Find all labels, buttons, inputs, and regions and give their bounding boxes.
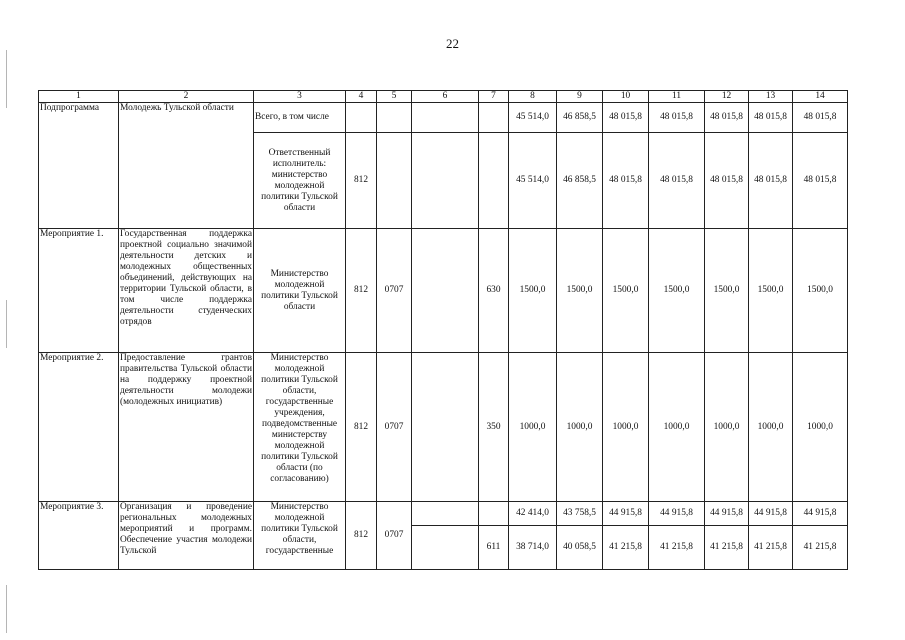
value-cell: 45 514,0 [509, 103, 557, 133]
row-name-cell: Организация и проведение региональных молодежных мероприятий и программ. Обеспечение участия молодежи Тульской [119, 502, 254, 570]
total-label-cell: Всего, в том числе [254, 103, 346, 133]
value-cell: 41 215,8 [705, 526, 749, 570]
value-cell: 42 414,0 [509, 502, 557, 526]
header-cell: 5 [377, 91, 412, 103]
value-cell: 1500,0 [557, 229, 603, 353]
rzpr-code-cell: 0707 [377, 502, 412, 570]
value-cell: 48 015,8 [603, 133, 649, 229]
header-cell: 3 [254, 91, 346, 103]
value-cell: 44 915,8 [603, 502, 649, 526]
m1-row [39, 229, 848, 353]
value-cell: 45 514,0 [509, 133, 557, 229]
budget-table [38, 90, 848, 570]
row-type-cell: Мероприятие 1. [39, 229, 119, 353]
row-name-cell: Предоставление грантов правительства Тульской области на поддержку проектной деятельности молодежи (молодежных инициатив) [119, 353, 254, 502]
row-name-cell: Государственная поддержка проектной социально значимой деятельности детских и молодежных общественных объединений, действующих на территории Тульской области, в том числе поддержка деятельности студенческих отрядов [119, 229, 254, 353]
value-cell: 40 058,5 [557, 526, 603, 570]
value-cell: 41 215,8 [749, 526, 793, 570]
vr-code-cell: 611 [479, 526, 509, 570]
value-cell: 1000,0 [509, 353, 557, 502]
value-cell: 48 015,8 [793, 133, 848, 229]
value-cell: 46 858,5 [557, 133, 603, 229]
value-cell: 1000,0 [603, 353, 649, 502]
executor-cell: Министерство молодежной политики Тульской области, государственные [254, 502, 346, 570]
value-cell: 48 015,8 [705, 133, 749, 229]
value-cell: 44 915,8 [705, 502, 749, 526]
value-cell: 1500,0 [793, 229, 848, 353]
grbs-code-cell: 812 [346, 133, 377, 229]
row-type-cell: Мероприятие 2. [39, 353, 119, 502]
rzpr-code-cell: 0707 [377, 229, 412, 353]
header-cell: 12 [705, 91, 749, 103]
value-cell: 41 215,8 [603, 526, 649, 570]
header-cell: 11 [649, 91, 705, 103]
m3-row-1 [39, 502, 848, 526]
executor-cell: Министерство молодежной политики Тульской области [254, 229, 346, 353]
binding-mark-top [6, 50, 7, 108]
podprogramma-total-row [39, 103, 848, 133]
binding-mark-mid [6, 300, 7, 348]
header-cell: 14 [793, 91, 848, 103]
header-cell: 7 [479, 91, 509, 103]
value-cell: 48 015,8 [793, 103, 848, 133]
header-cell: 13 [749, 91, 793, 103]
value-cell: 48 015,8 [603, 103, 649, 133]
grbs-code-cell: 812 [346, 353, 377, 502]
value-cell: 1500,0 [649, 229, 705, 353]
value-cell: 1500,0 [749, 229, 793, 353]
header-cell: 6 [412, 91, 479, 103]
value-cell: 1500,0 [705, 229, 749, 353]
header-cell: 2 [119, 91, 254, 103]
value-cell: 44 915,8 [793, 502, 848, 526]
header-row [39, 91, 848, 103]
header-cell: 4 [346, 91, 377, 103]
value-cell: 43 758,5 [557, 502, 603, 526]
value-cell: 48 015,8 [649, 103, 705, 133]
value-cell: 48 015,8 [705, 103, 749, 133]
header-cell: 1 [39, 91, 119, 103]
value-cell: 1500,0 [509, 229, 557, 353]
m2-row [39, 353, 848, 502]
row-type-cell: Мероприятие 3. [39, 502, 119, 570]
vr-code-cell: 350 [479, 353, 509, 502]
value-cell: 38 714,0 [509, 526, 557, 570]
value-cell: 1500,0 [603, 229, 649, 353]
header-cell: 9 [557, 91, 603, 103]
value-cell: 48 015,8 [749, 103, 793, 133]
value-cell: 1000,0 [557, 353, 603, 502]
vr-code-cell: 630 [479, 229, 509, 353]
binding-mark-bottom [6, 585, 7, 633]
value-cell: 1000,0 [793, 353, 848, 502]
value-cell: 48 015,8 [649, 133, 705, 229]
rzpr-code-cell: 0707 [377, 353, 412, 502]
value-cell: 1000,0 [705, 353, 749, 502]
value-cell: 44 915,8 [749, 502, 793, 526]
row-name-cell: Молодежь Тульской области [119, 103, 254, 229]
row-type-cell: Подпрограмма [39, 103, 119, 229]
header-cell: 8 [509, 91, 557, 103]
value-cell: 1000,0 [749, 353, 793, 502]
grbs-code-cell: 812 [346, 229, 377, 353]
page-number: 22 [446, 36, 459, 51]
value-cell: 46 858,5 [557, 103, 603, 133]
value-cell: 44 915,8 [649, 502, 705, 526]
header-cell: 10 [603, 91, 649, 103]
grbs-code-cell: 812 [346, 502, 377, 570]
value-cell: 41 215,8 [793, 526, 848, 570]
value-cell: 48 015,8 [749, 133, 793, 229]
executor-cell: Министерство молодежной политики Тульской области, государственные учреждения, подведомственные министерству молодежной политики Тульской области (по согласованию) [254, 353, 346, 502]
value-cell: 1000,0 [649, 353, 705, 502]
executor-cell: Ответственный исполнитель: министерство молодежной политики Тульской области [254, 133, 346, 229]
value-cell: 41 215,8 [649, 526, 705, 570]
